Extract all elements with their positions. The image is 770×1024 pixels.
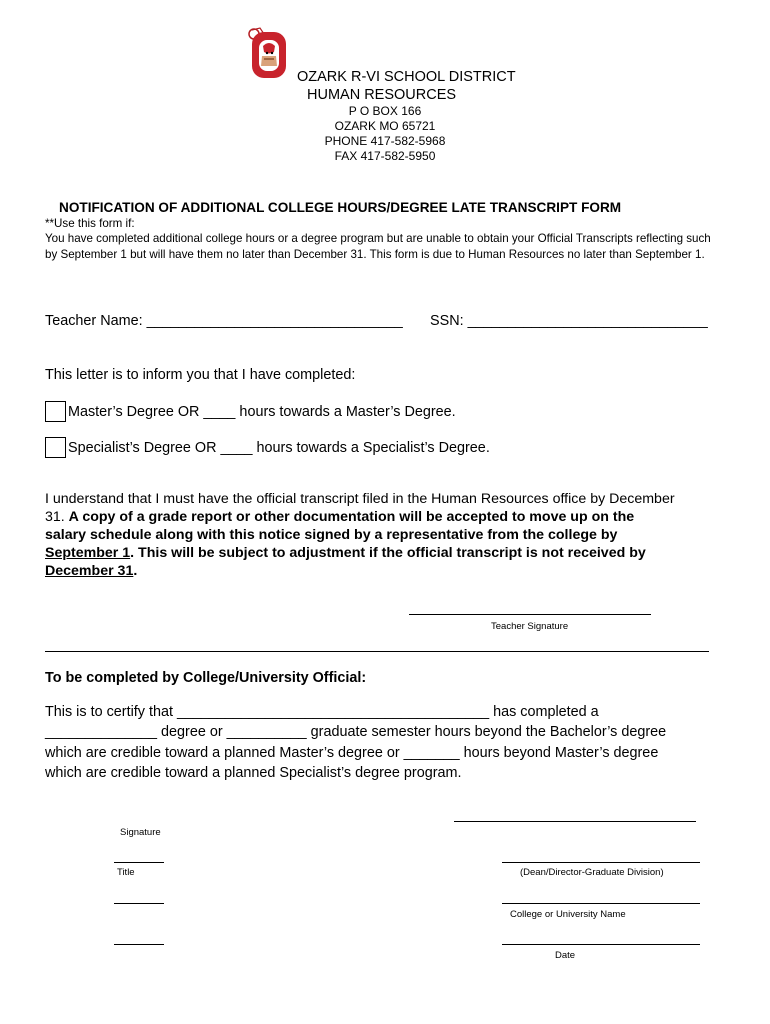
specialist-label: Specialist’s Degree OR ____ hours towards a Specialist’s Degree. <box>68 440 490 456</box>
teacher-signature-line[interactable] <box>409 614 651 615</box>
ssn-blank[interactable]: ______________________________ <box>467 313 708 329</box>
blank-line-2[interactable] <box>114 903 164 904</box>
teacher-name-field[interactable] <box>45 313 403 329</box>
understand-line-4: September 1. This will be subject to adjustment if the official transcript is not received by <box>45 545 646 561</box>
po-box: P O BOX 166 <box>348 104 422 118</box>
option-specialist[interactable] <box>45 437 490 458</box>
date-label: Date <box>555 950 576 961</box>
certify-line-4: which are credible toward a planned Specialist’s degree program. <box>45 765 462 781</box>
specialist-checkbox[interactable] <box>45 437 66 458</box>
city-state-zip: OZARK MO 65721 <box>334 119 436 133</box>
department-name: HUMAN RESOURCES <box>307 87 457 103</box>
use-note: **Use this form if: <box>45 217 135 230</box>
title-line[interactable] <box>114 862 164 863</box>
ssn-label: SSN: <box>430 313 464 329</box>
understand-line-1: I understand that I must have the official transcript filed in the Human Resources office by December <box>45 491 675 507</box>
college-name-label: College or University Name <box>510 909 626 920</box>
school-logo <box>246 26 290 80</box>
inform-text: This letter is to inform you that I have completed: <box>45 367 356 383</box>
use-description: You have completed additional college hours or a degree program but are unable to obtain your Official Transcripts reflecting such by September 1 but will have them no later than December 31. This form is due to Human Resources no later than September 1. <box>45 232 711 261</box>
dean-line[interactable] <box>502 862 700 863</box>
understand-line-5: December 31. <box>45 563 138 579</box>
masters-label: Master’s Degree OR ____ hours towards a Master’s Degree. <box>68 404 456 420</box>
certify-line-1[interactable]: This is to certify that _______________________________________ has completed a <box>45 704 599 720</box>
understand-line-2: 31. A copy of a grade report or other documentation will be accepted to move up on the <box>45 509 635 525</box>
fax-number: FAX 417-582-5950 <box>334 149 436 163</box>
phone-number: PHONE 417-582-5968 <box>324 134 446 148</box>
district-name: OZARK R-VI SCHOOL DISTRICT <box>297 69 516 85</box>
teacher-name-blank[interactable]: ________________________________ <box>146 313 403 329</box>
college-name-line[interactable] <box>502 903 700 904</box>
college-section-heading: To be completed by College/University Official: <box>45 670 367 686</box>
date-line[interactable] <box>502 944 700 945</box>
dean-label: (Dean/Director-Graduate Division) <box>520 867 664 878</box>
certify-line-2[interactable]: ______________ degree or __________ graduate semester hours beyond the Bachelor’s degree <box>45 724 667 740</box>
signature-label: Signature <box>120 827 161 838</box>
certify-line-3[interactable]: which are credible toward a planned Master’s degree or _______ hours beyond Master’s degree <box>45 745 659 761</box>
option-masters[interactable] <box>45 401 456 422</box>
official-signature-line[interactable] <box>454 821 696 822</box>
understand-line-3: salary schedule along with this notice signed by a representative from the college by <box>45 527 618 543</box>
masters-checkbox[interactable] <box>45 401 66 422</box>
teacher-name-label: Teacher Name: <box>45 313 143 329</box>
blank-line-3[interactable] <box>114 944 164 945</box>
teacher-signature-label: Teacher Signature <box>491 621 569 632</box>
ssn-field[interactable] <box>430 313 708 329</box>
title-label: Title <box>117 867 135 878</box>
section-divider <box>45 651 709 652</box>
form-title: NOTIFICATION OF ADDITIONAL COLLEGE HOURS/DEGREE LATE TRANSCRIPT FORM <box>59 200 622 215</box>
